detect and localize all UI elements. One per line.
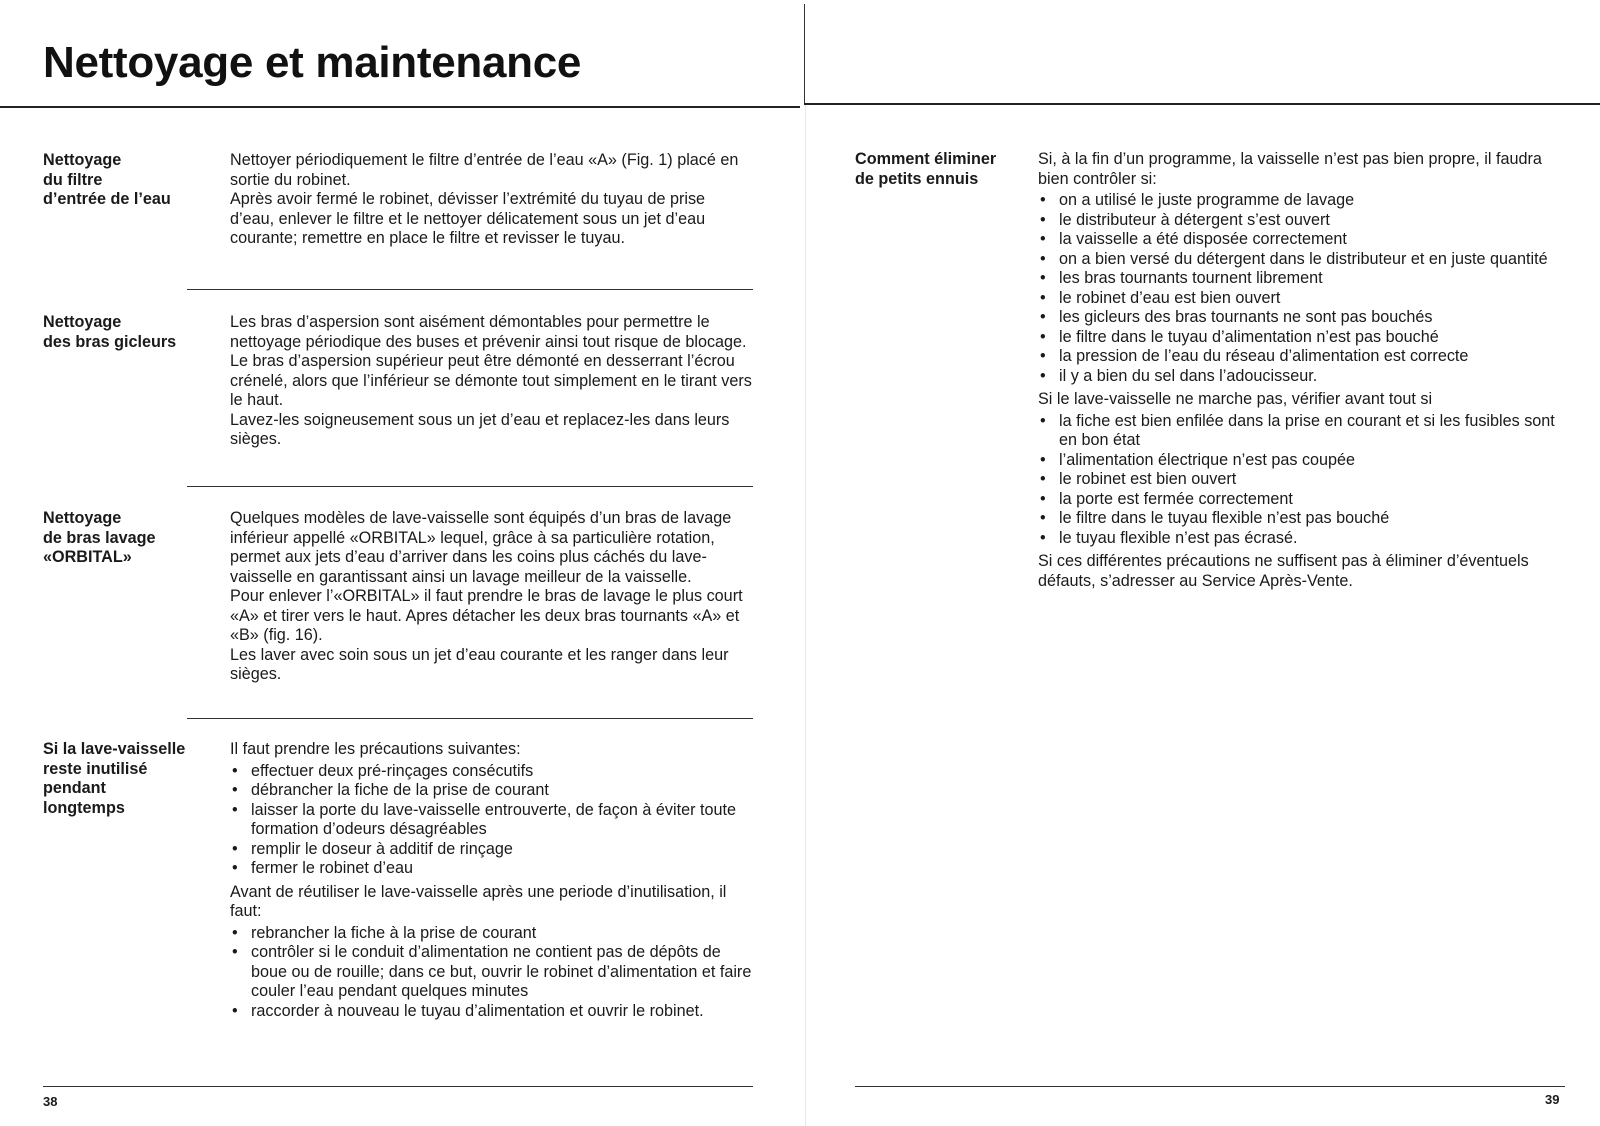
list-item: • le distributeur à détergent s’est ouvert bbox=[1038, 211, 1555, 231]
section-storage bbox=[43, 740, 753, 1025]
list-item: • la porte est fermée correctement bbox=[1038, 490, 1555, 510]
paragraph: Les laver avec soin sous un jet d’eau courante et les ranger dans leur sièges. bbox=[230, 645, 729, 683]
section-body bbox=[230, 313, 753, 450]
list-item: • rebrancher la fiche à la prise de courant bbox=[230, 924, 753, 944]
section-body bbox=[230, 151, 753, 249]
list-item: • raccorder à nouveau le tuyau d’alimentation et ouvrir le robinet. bbox=[230, 1002, 753, 1022]
section-orbital bbox=[43, 509, 753, 685]
section-body bbox=[230, 740, 753, 1021]
heading-line: de petits ennuis bbox=[855, 169, 979, 188]
section-filter-cleaning bbox=[43, 151, 753, 249]
precautions-list bbox=[230, 762, 753, 879]
center-fold-shadow bbox=[805, 104, 806, 1126]
section-heading bbox=[855, 150, 1030, 189]
page-number-left: 38 bbox=[43, 1094, 58, 1109]
heading-line: reste inutilisé bbox=[43, 759, 148, 778]
heading-line: Nettoyage bbox=[43, 509, 122, 527]
heading-line: Nettoyage bbox=[43, 313, 122, 331]
list-item: • laisser la porte du lave-vaisselle entrouverte, de façon à éviter toute formation d’odeurs désagréables bbox=[230, 801, 753, 840]
list-item: • le filtre dans le tuyau flexible n’est pas bouché bbox=[1038, 509, 1555, 529]
page-number-right: 39 bbox=[1545, 1092, 1560, 1107]
list-item: • on a utilisé le juste programme de lavage bbox=[1038, 191, 1555, 211]
mid-text: Si le lave-vaisselle ne marche pas, vérifier avant tout si bbox=[1038, 390, 1433, 408]
paragraph: Quelques modèles de lave-vaisselle sont équipés d’un bras de lavage inférieur appellé «ORBITAL» lequel, grâce à sa particulière rotation, permet aux jets d’eau d’arriver dans les coins plus cáchés du lave-vaisselle en garantissant ainsi un lavage meilleur de la vaisselle. bbox=[230, 509, 732, 586]
list-item: • le tuyau flexible n’est pas écrasé. bbox=[1038, 529, 1555, 549]
list-item: • effectuer deux pré-rinçages consécutifs bbox=[230, 762, 753, 782]
list-item: • il y a bien du sel dans l’adoucisseur. bbox=[1038, 367, 1555, 387]
title-rule-right bbox=[804, 103, 1600, 105]
list-item: • fermer le robinet d’eau bbox=[230, 859, 753, 879]
heading-line: d’entrée de l’eau bbox=[43, 190, 171, 208]
intro-text: Il faut prendre les précautions suivantes: bbox=[230, 740, 521, 758]
heading-line: pendant bbox=[43, 779, 106, 797]
outro-text: Si ces différentes précautions ne suffisent pas à éliminer d’éventuels défauts, s’adresser au Service Après-Vente. bbox=[1038, 552, 1529, 590]
heading-line: Comment éliminer bbox=[855, 150, 997, 168]
not-working-checklist bbox=[1038, 412, 1555, 549]
list-item: • le robinet d’eau est bien ouvert bbox=[1038, 289, 1555, 309]
section-spray-arms bbox=[43, 313, 753, 450]
heading-line: Nettoyage bbox=[43, 151, 122, 169]
section-heading bbox=[43, 740, 223, 818]
footer-rule-left bbox=[43, 1086, 753, 1087]
list-item: • on a bien versé du détergent dans le distributeur et en juste quantité bbox=[1038, 250, 1555, 270]
section-body bbox=[230, 509, 753, 685]
page-title: Nettoyage et maintenance bbox=[43, 38, 582, 87]
section-heading bbox=[43, 313, 223, 352]
list-item: • la vaisselle a été disposée correctement bbox=[1038, 230, 1555, 250]
list-item: • remplir le doseur à additif de rinçage bbox=[230, 840, 753, 860]
mid-text: Avant de réutiliser le lave-vaisselle après une periode d’inutilisation, il faut: bbox=[230, 882, 727, 920]
paragraph: Pour enlever l’«ORBITAL» il faut prendre le bras de lavage le plus court «A» et tirer vers le haut. Apres détacher les deux bras tournants «A» et «B» (fig. 16). bbox=[230, 587, 743, 644]
intro-text: Si, à la fin d’un programme, la vaisselle n’est pas bien propre, il faudra bien contrôler si: bbox=[1038, 150, 1542, 188]
section-divider bbox=[187, 718, 753, 719]
heading-line: longtemps bbox=[43, 798, 125, 817]
paragraph: Lavez-les soigneusement sous un jet d’eau et replacez-les dans leurs sièges. bbox=[230, 410, 730, 448]
paragraph: Nettoyer périodiquement le filtre d’entrée de l’eau «A» (Fig. 1) placé en sortie du robinet. bbox=[230, 151, 739, 189]
heading-line: du filtre bbox=[43, 170, 103, 189]
list-item: • les gicleurs des bras tournants ne sont pas bouchés bbox=[1038, 308, 1555, 328]
dirty-dishes-checklist bbox=[1038, 191, 1555, 386]
list-item: • les bras tournants tournent librement bbox=[1038, 269, 1555, 289]
section-divider bbox=[187, 486, 753, 487]
section-heading bbox=[43, 509, 223, 568]
heading-line: des bras gicleurs bbox=[43, 332, 177, 351]
center-fold-line bbox=[804, 4, 805, 104]
paragraph: Le bras d’aspersion supérieur peut être démonté en desserrant l’écrou crénelé, alors que l’inférieur se démonte tout simplement en le tirant vers le haut. bbox=[230, 352, 752, 409]
footer-rule-right bbox=[855, 1086, 1565, 1087]
heading-line: «ORBITAL» bbox=[43, 548, 132, 566]
paragraph: Après avoir fermé le robinet, dévisser l’extrémité du tuyau de prise d’eau, enlever le filtre et le nettoyer délicatement sous un jet d’eau courante; remettre en place le filtre et revisser le tuyau. bbox=[230, 190, 706, 247]
list-item: • la fiche est bien enfilée dans la prise en courant et si les fusibles sont en bon état bbox=[1038, 412, 1555, 451]
heading-line: Si la lave-vaisselle bbox=[43, 740, 186, 758]
list-item: • contrôler si le conduit d’alimentation ne contient pas de dépôts de boue ou de rouille; dans ce but, ouvrir le robinet d’alimentation et faire couler l’eau pendant quelques minutes bbox=[230, 943, 753, 1002]
heading-line: de bras lavage bbox=[43, 528, 156, 547]
list-item: • le robinet est bien ouvert bbox=[1038, 470, 1555, 490]
list-item: • la pression de l’eau du réseau d’alimentation est correcte bbox=[1038, 347, 1555, 367]
section-body bbox=[1038, 150, 1555, 591]
section-troubleshooting bbox=[855, 150, 1555, 591]
section-heading bbox=[43, 151, 223, 210]
section-divider bbox=[187, 289, 753, 290]
list-item: • débrancher la fiche de la prise de courant bbox=[230, 781, 753, 801]
reuse-list bbox=[230, 924, 753, 1022]
title-rule-left bbox=[0, 106, 800, 108]
list-item: • l’alimentation électrique n’est pas coupée bbox=[1038, 451, 1555, 471]
paragraph: Les bras d’aspersion sont aisément démontables pour permettre le nettoyage périodique des buses et prévenir ainsi tout risque de blocage. bbox=[230, 313, 747, 351]
list-item: • le filtre dans le tuyau d’alimentation n’est pas bouché bbox=[1038, 328, 1555, 348]
